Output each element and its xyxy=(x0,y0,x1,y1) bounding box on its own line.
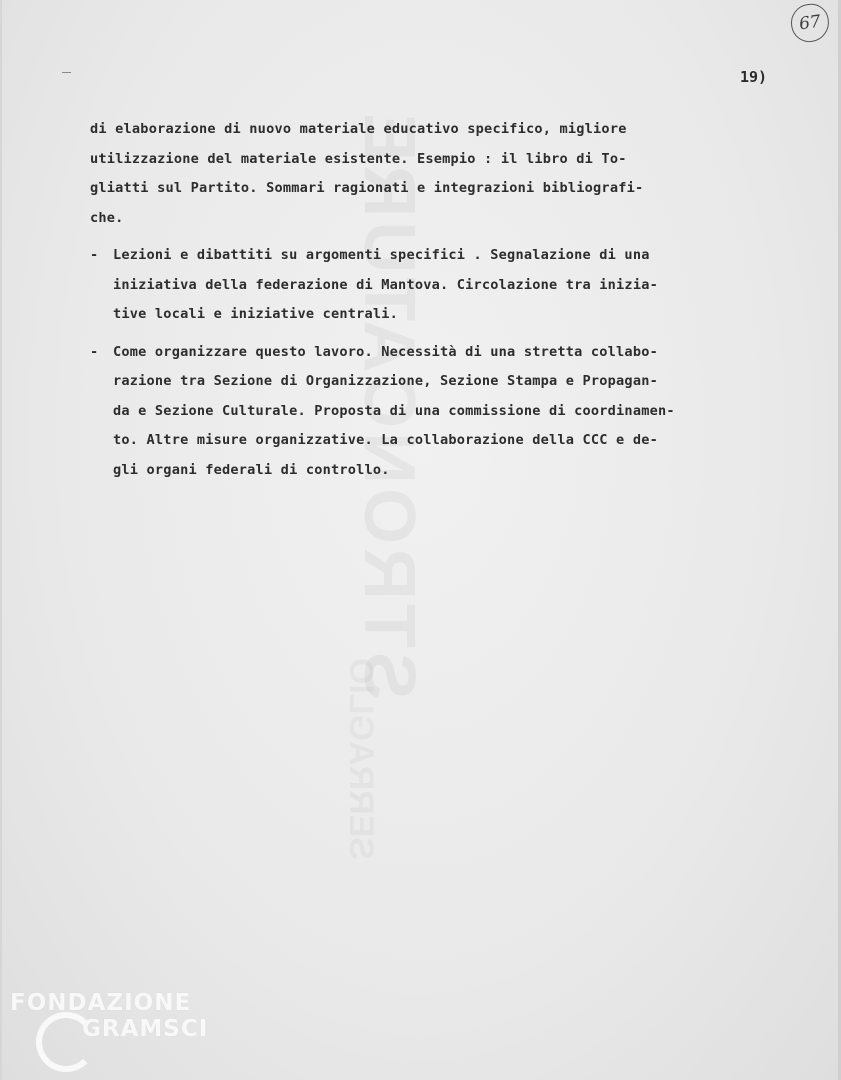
bullet-dash: - xyxy=(90,343,99,360)
text-line-content: Lezioni e dibattiti su argomenti specifici . Segnalazione di una xyxy=(113,247,650,263)
text-line: razione tra Sezione di Organizzazione, Sezione Stampa e Propagan- xyxy=(113,373,658,389)
text-line xyxy=(90,338,790,368)
watermark-line-1: FONDAZIONE xyxy=(10,990,192,1016)
typed-text-body xyxy=(90,115,790,493)
text-line: utilizzazione del materiale esistente. Esempio : il libro di To- xyxy=(90,150,627,167)
text-line: gli organi federali di controllo. xyxy=(113,461,390,478)
fondazione-gramsci-watermark xyxy=(10,990,210,1070)
bullet-dash: - xyxy=(90,247,99,263)
text-line-content: Come organizzare questo lavoro. Necessità di una stretta collabo- xyxy=(113,343,658,360)
text-line: to. Altre misure organizzative. La collaborazione della CCC e de- xyxy=(113,432,658,448)
watermark-line-2: GRAMSCI xyxy=(82,1016,209,1042)
bullet-paragraph xyxy=(90,241,790,330)
show-through-text-secondary xyxy=(341,658,380,860)
text-line: da e Sezione Culturale. Proposta di una commissione di coordinamen- xyxy=(113,402,675,419)
page-edge-left xyxy=(0,0,2,1080)
text-line xyxy=(90,241,790,271)
page-number: 19) xyxy=(740,68,768,86)
margin-mark xyxy=(62,72,71,73)
bullet-paragraph xyxy=(90,338,790,486)
text-line: di elaborazione di nuovo materiale educativo specifico, migliore xyxy=(90,121,627,137)
text-line: tive locali e iniziative centrali. xyxy=(113,306,399,322)
text-line: che. xyxy=(90,209,124,226)
archive-page-stamp: 67 xyxy=(789,2,832,45)
paragraph xyxy=(90,115,790,233)
text-line: gliatti sul Partito. Sommari ragionati e integrazioni bibliografi- xyxy=(90,180,644,196)
text-line: iniziativa della federazione di Mantova. Circolazione tra inizia- xyxy=(113,276,658,293)
